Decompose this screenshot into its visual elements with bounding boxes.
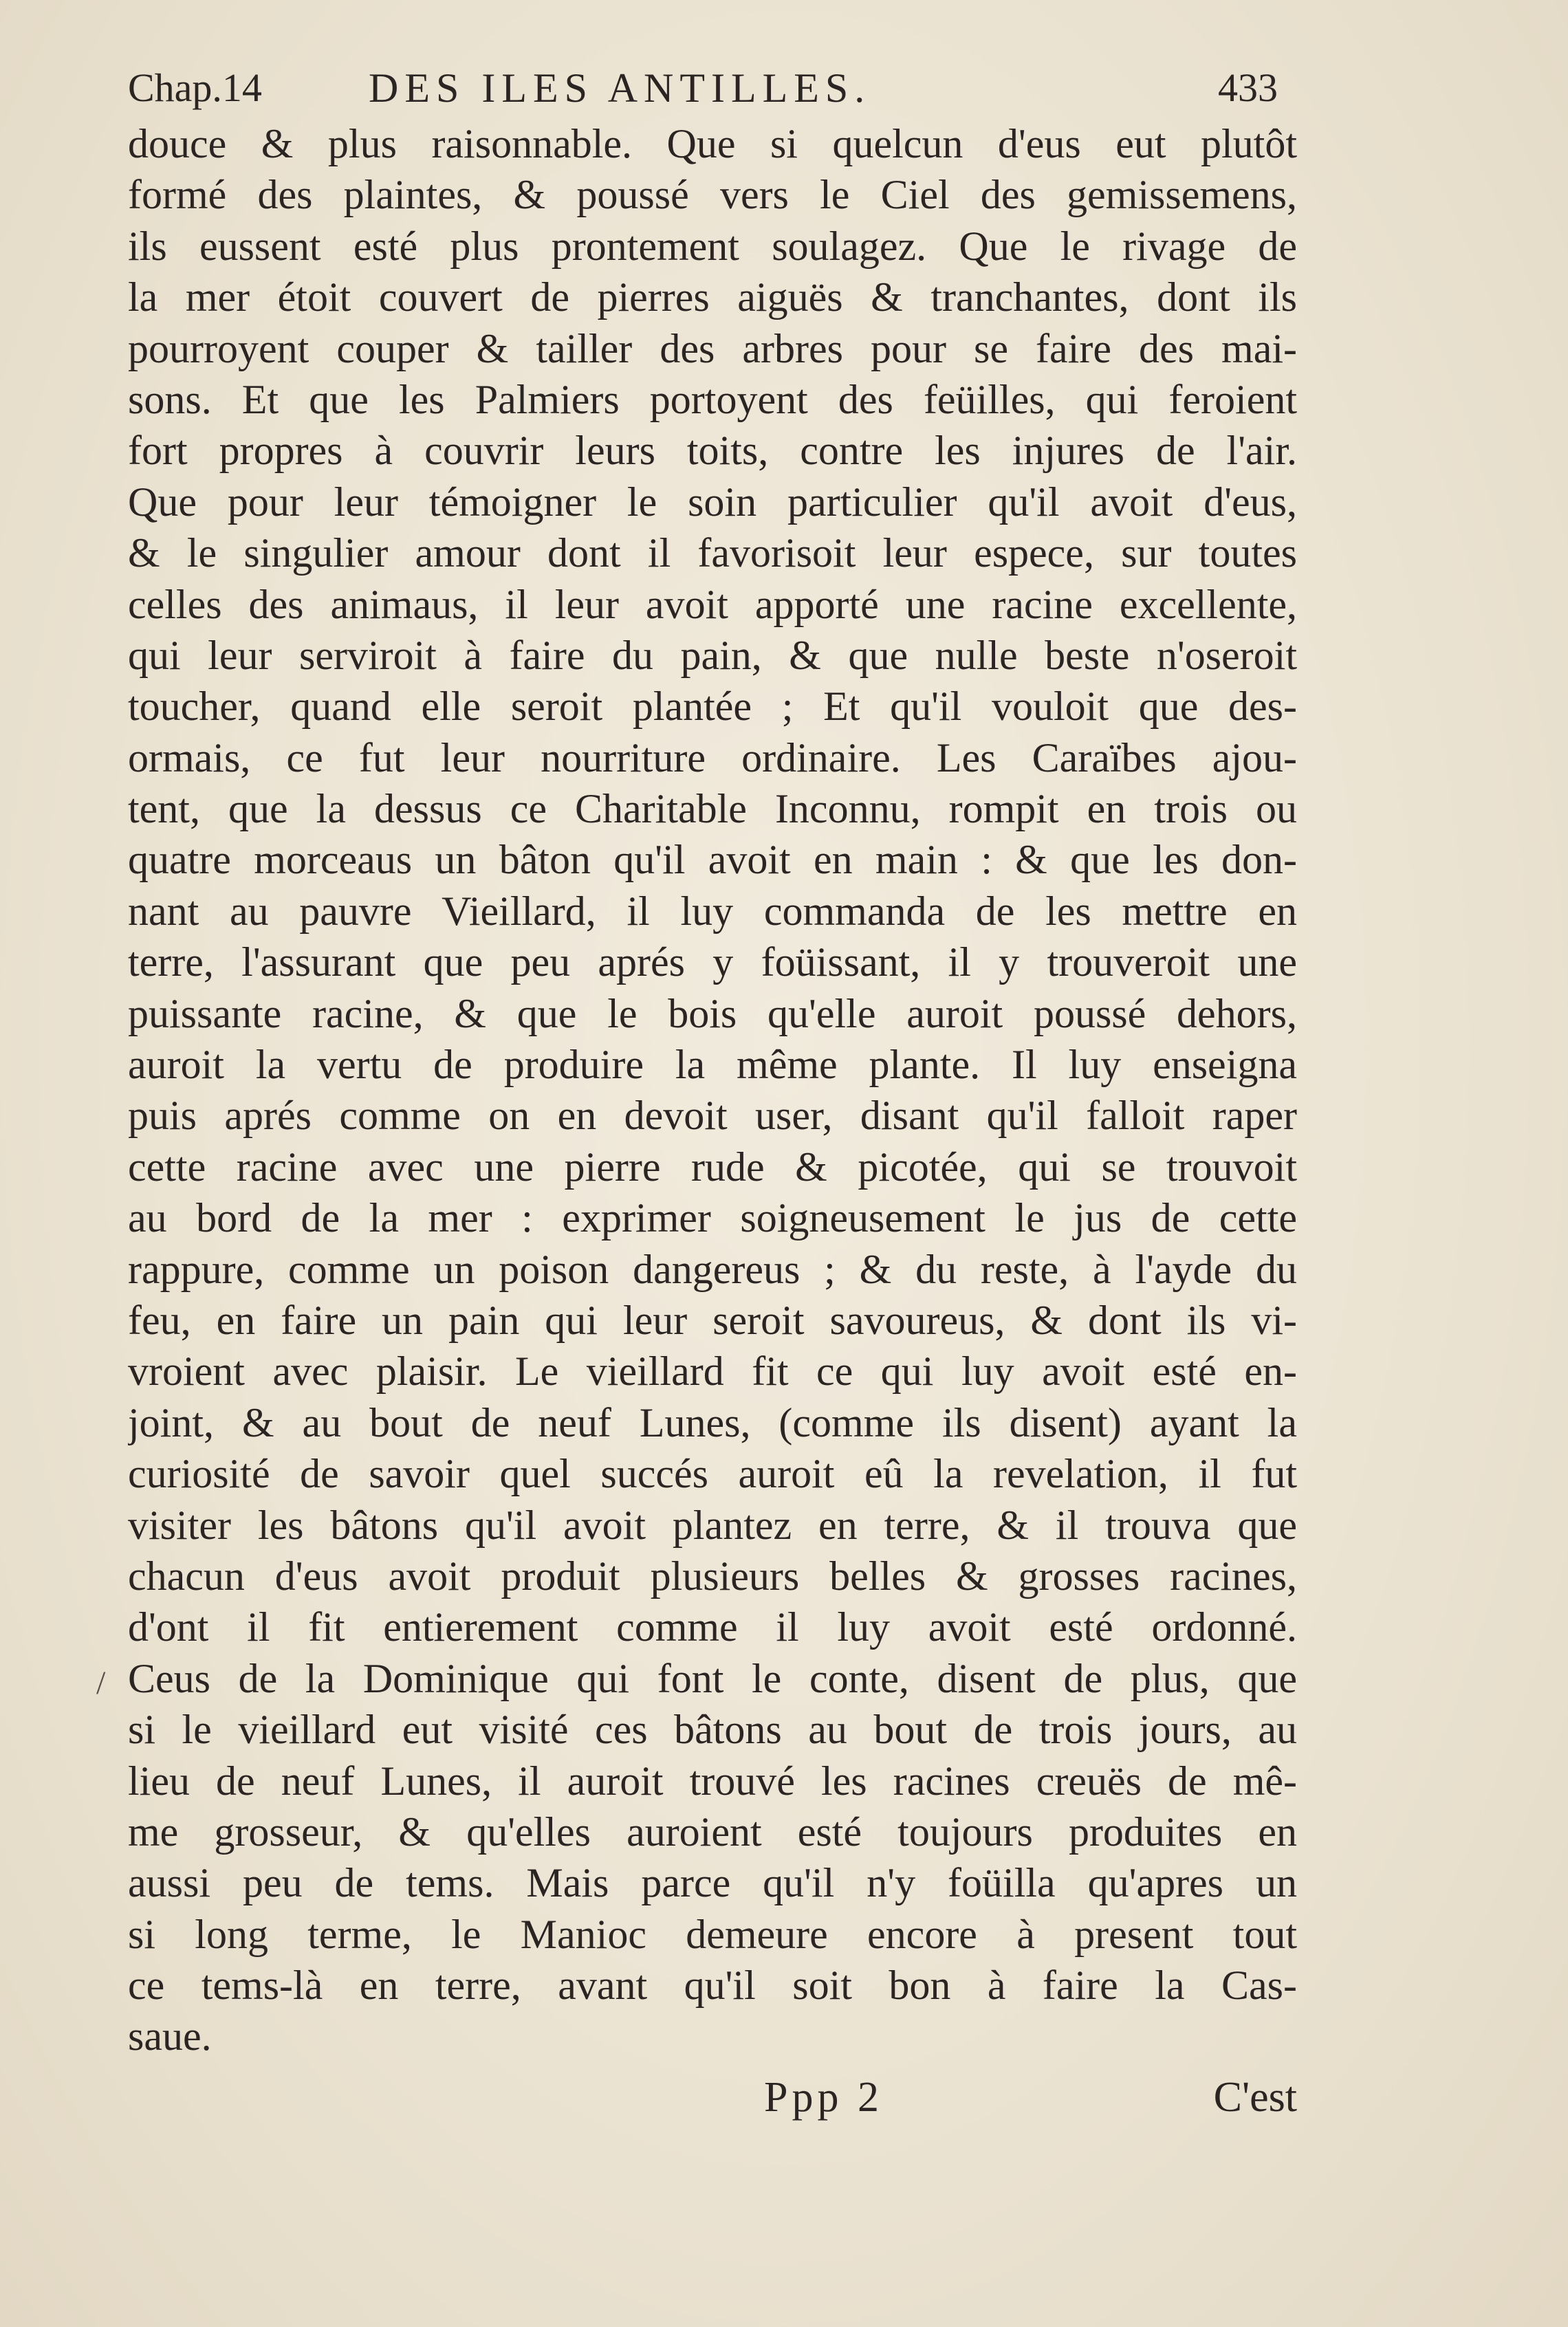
- text-line: Ceus de la Dominique qui font le conte, disent de plus, que: [128, 1655, 1297, 1701]
- text-line: me grosseur, & qu'elles auroient esté toujours produites en: [128, 1809, 1297, 1855]
- text-line: auroit la vertu de produire la même plante. Il luy enseigna: [128, 1042, 1297, 1088]
- text-line: toucher, quand elle seroit plantée ; Et qu'il vouloit que des-: [128, 684, 1297, 730]
- text-line: lieu de neuf Lunes, il auroit trouvé les racines creuës de mê-: [128, 1758, 1297, 1804]
- chapter-label: Chap.14: [128, 65, 262, 110]
- text-line: saue.: [128, 2013, 212, 2060]
- body-text: [128, 118, 1297, 2062]
- text-line: tent, que la dessus ce Charitable Inconnu, rompit en trois ou: [128, 786, 1297, 832]
- text-line: terre, l'assurant que peu aprés y foüissant, il y trouveroit une: [128, 939, 1297, 985]
- catchword: C'est: [1213, 2074, 1297, 2121]
- page-footer: [128, 2070, 1297, 2125]
- text-line: pourroyent couper & tailler des arbres pour se faire des mai-: [128, 325, 1297, 371]
- text-line: visiter les bâtons qu'il avoit plantez en terre, & il trouva que: [128, 1502, 1297, 1548]
- text-line: ils eussent esté plus prontement soulagez. Que le rivage de: [128, 223, 1297, 269]
- text-line: & le singulier amour dont il favorisoit leur espece, sur toutes: [128, 530, 1297, 576]
- text-line: joint, & au bout de neuf Lunes, (comme ils disent) ayant la: [128, 1399, 1297, 1445]
- text-line: cette racine avec une pierre rude & picotée, qui se trouvoit: [128, 1144, 1297, 1190]
- text-line: qui leur serviroit à faire du pain, & que nulle beste n'oseroit: [128, 632, 1297, 678]
- text-line: au bord de la mer : exprimer soigneusement le jus de cette: [128, 1195, 1297, 1241]
- margin-mark: /: [96, 1665, 106, 1701]
- text-line: vroient avec plaisir. Le vieillard fit ce qui luy avoit esté en-: [128, 1348, 1297, 1395]
- text-line: la mer étoit couvert de pierres aiguës & tranchantes, dont ils: [128, 274, 1297, 320]
- text-line: nant au pauvre Vieillard, il luy commanda de les mettre en: [128, 888, 1297, 934]
- text-line: ce tems-là en terre, avant qu'il soit bon à faire la Cas-: [128, 1963, 1297, 2009]
- page-number: 433: [1218, 65, 1278, 110]
- text-line: quatre morceaus un bâton qu'il avoit en main : & que les don-: [128, 837, 1297, 883]
- text-line: si le vieillard eut visité ces bâtons au bout de trois jours, au: [128, 1707, 1297, 1753]
- text-line: aussi peu de tems. Mais parce qu'il n'y foüilla qu'apres un: [128, 1860, 1297, 1906]
- text-line: d'ont il fit entierement comme il luy avoit esté ordonné.: [128, 1604, 1297, 1650]
- text-line: rappure, comme un poison dangereus ; & du reste, à l'ayde du: [128, 1246, 1297, 1292]
- running-header: [128, 61, 1297, 116]
- text-line: Que pour leur témoigner le soin particulier qu'il avoit d'eus,: [128, 479, 1297, 525]
- text-line: fort propres à couvrir leurs toits, contre les injures de l'air.: [128, 428, 1297, 474]
- text-line: si long terme, le Manioc demeure encore à present tout: [128, 1911, 1297, 1957]
- text-line: douce & plus raisonnable. Que si quelcun d'eus eut plutôt: [128, 121, 1297, 166]
- text-line: formé des plaintes, & poussé vers le Ciel des gemissemens,: [128, 172, 1297, 218]
- signature-mark: Ppp 2: [764, 2074, 883, 2121]
- running-title: DES ILES ANTILLES.: [369, 65, 871, 111]
- text-line: ormais, ce fut leur nourriture ordinaire. Les Caraïbes ajou-: [128, 734, 1297, 780]
- text-line: chacun d'eus avoit produit plusieurs belles & grosses racines,: [128, 1553, 1297, 1599]
- text-line: sons. Et que les Palmiers portoyent des feüilles, qui feroient: [128, 376, 1297, 422]
- text-line: puis aprés comme on en devoit user, disant qu'il falloit raper: [128, 1093, 1297, 1139]
- text-line: puissante racine, & que le bois qu'elle auroit poussé dehors,: [128, 990, 1297, 1036]
- text-line: celles des animaus, il leur avoit apporté une racine excellente,: [128, 581, 1297, 627]
- text-line: curiosité de savoir quel succés auroit eû la revelation, il fut: [128, 1451, 1297, 1497]
- text-line: feu, en faire un pain qui leur seroit savoureus, & dont ils vi-: [128, 1297, 1297, 1343]
